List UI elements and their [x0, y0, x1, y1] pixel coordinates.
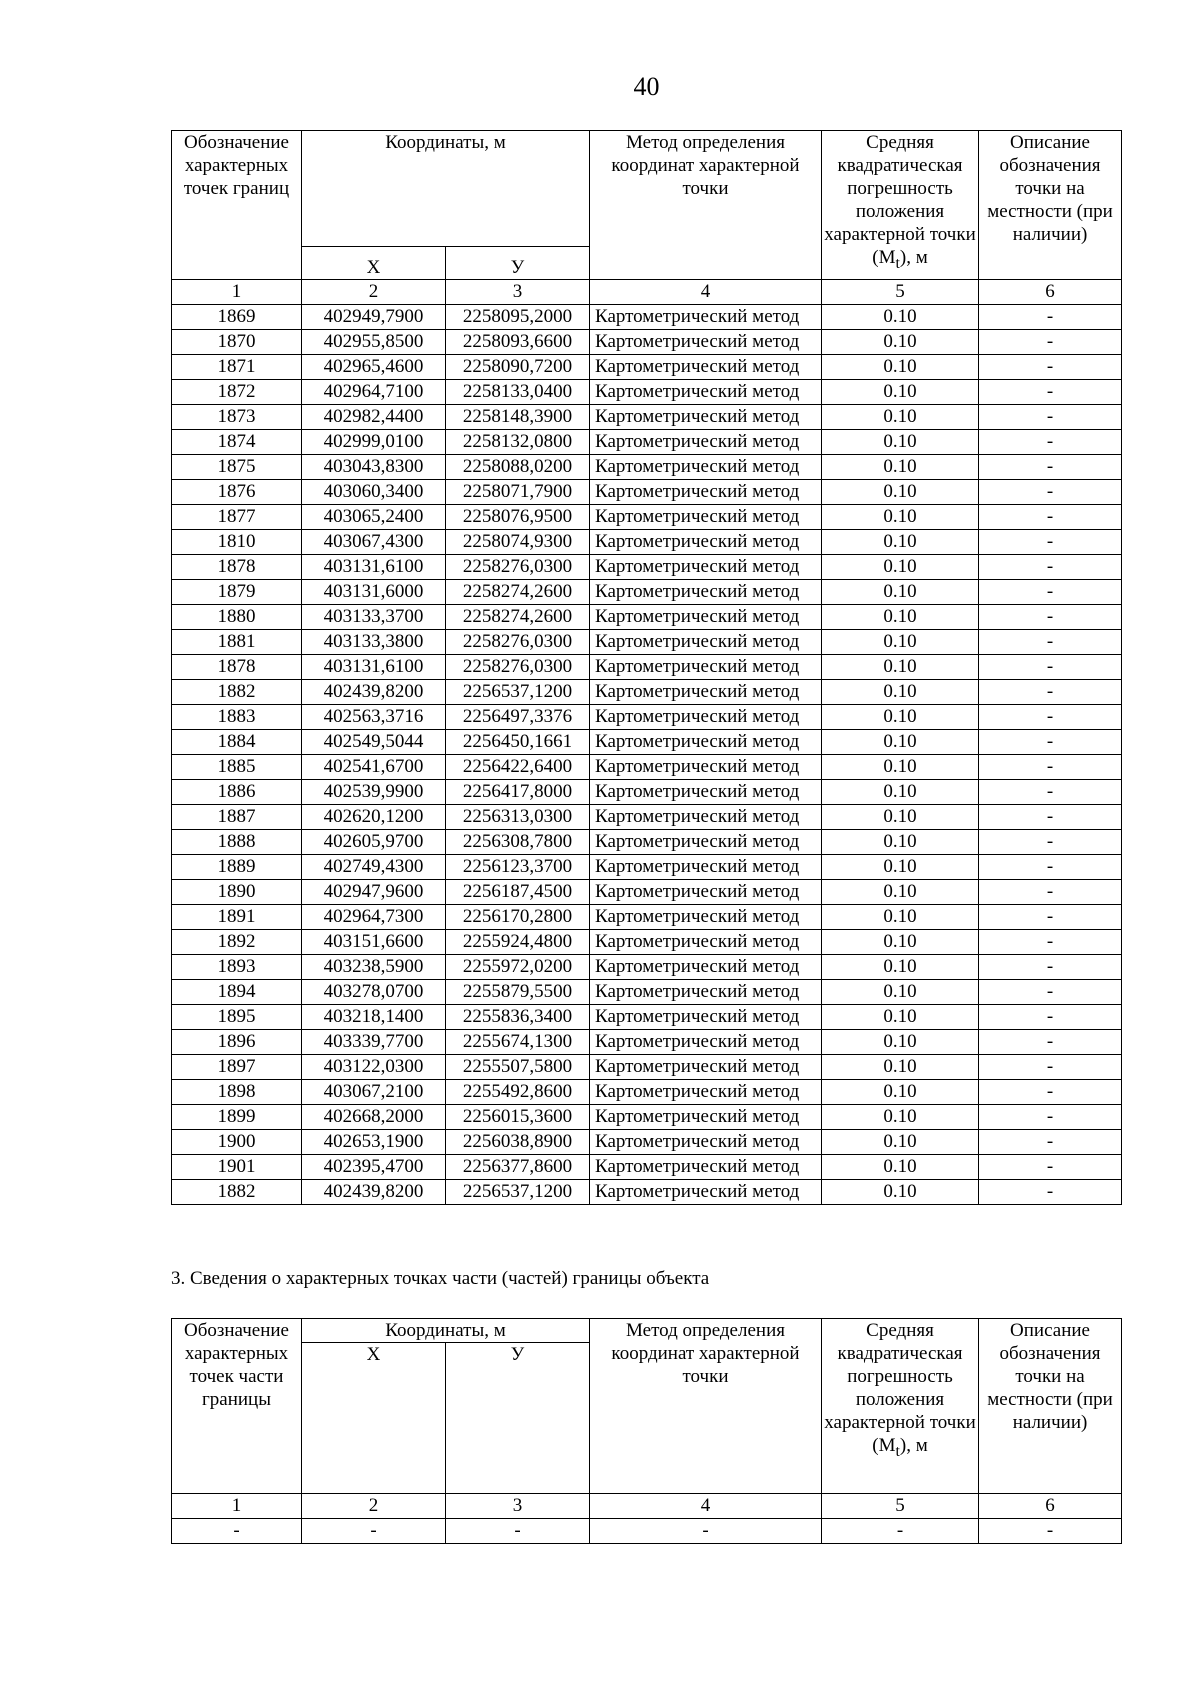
point-id-cell: 1884: [172, 730, 302, 755]
coord-x-cell: 402539,9900: [302, 780, 446, 805]
method-cell: Картометрический метод: [590, 880, 822, 905]
coord-x-cell: 402999,0100: [302, 430, 446, 455]
mean-error-cell: 0.10: [822, 1030, 979, 1055]
mean-error-cell: 0.10: [822, 530, 979, 555]
page-number: 40: [633, 72, 660, 101]
coord-y-cell: 2256377,8600: [446, 1155, 590, 1180]
mean-error-cell: 0.10: [822, 430, 979, 455]
point-id-cell: 1893: [172, 955, 302, 980]
coord-y-cell: 2255836,3400: [446, 1005, 590, 1030]
mean-error-cell: 0.10: [822, 1105, 979, 1130]
column-number: 5: [822, 280, 979, 305]
mean-error-cell: 0.10: [822, 405, 979, 430]
point-id-cell: 1882: [172, 680, 302, 705]
header-method: Метод определения координат характерной точки: [590, 1319, 822, 1494]
table-row: [172, 880, 1122, 905]
method-cell: Картометрический метод: [590, 1005, 822, 1030]
description-cell: -: [979, 1105, 1122, 1130]
coord-x-cell: 402439,8200: [302, 680, 446, 705]
mean-error-cell: 0.10: [822, 680, 979, 705]
method-cell: Картометрический метод: [590, 480, 822, 505]
mean-error-cell: 0.10: [822, 605, 979, 630]
description-cell: -: [979, 330, 1122, 355]
mean-error-cell: 0.10: [822, 1055, 979, 1080]
method-cell: Картометрический метод: [590, 405, 822, 430]
method-cell: Картометрический метод: [590, 530, 822, 555]
coord-x-cell: 402541,6700: [302, 755, 446, 780]
coord-y-cell: 2256123,3700: [446, 855, 590, 880]
method-cell: Картометрический метод: [590, 1080, 822, 1105]
table-row: [172, 605, 1122, 630]
header-method: Метод определения координат характерной точки: [590, 131, 822, 280]
coord-x-cell: 402653,1900: [302, 1130, 446, 1155]
column-number: 1: [172, 280, 302, 305]
coord-x-cell: 402668,2000: [302, 1105, 446, 1130]
coord-y-cell: 2258071,7900: [446, 480, 590, 505]
mean-error-cell: -: [822, 1519, 979, 1544]
method-cell: -: [590, 1519, 822, 1544]
coord-x-cell: 403067,4300: [302, 530, 446, 555]
table-row: [172, 330, 1122, 355]
description-cell: -: [979, 530, 1122, 555]
coord-y-cell: 2258276,0300: [446, 630, 590, 655]
description-cell: -: [979, 630, 1122, 655]
description-cell: -: [979, 1005, 1122, 1030]
column-number: 1: [172, 1494, 302, 1519]
header-description: Описание обозначения точки на местности (при наличии): [979, 1319, 1122, 1494]
point-id-cell: 1871: [172, 355, 302, 380]
column-number: 3: [446, 280, 590, 305]
coord-y-cell: 2256422,6400: [446, 755, 590, 780]
part-boundary-points-table: [171, 1318, 1122, 1544]
mean-error-cell: 0.10: [822, 1180, 979, 1205]
method-cell: Картометрический метод: [590, 1105, 822, 1130]
table-row: [172, 480, 1122, 505]
coord-x-cell: 402949,7900: [302, 305, 446, 330]
boundary-points-table: [171, 130, 1122, 1205]
mean-error-cell: 0.10: [822, 955, 979, 980]
description-cell: -: [979, 580, 1122, 605]
description-cell: -: [979, 380, 1122, 405]
header-mean-error: Средняя квадратическая погрешность положения характерной точки $(M_t)$, м: [822, 1319, 979, 1494]
method-cell: Картометрический метод: [590, 805, 822, 830]
column-numbers-row: [172, 280, 1122, 305]
mean-error-cell: 0.10: [822, 305, 979, 330]
coord-y-cell: 2258074,9300: [446, 530, 590, 555]
method-cell: Картометрический метод: [590, 755, 822, 780]
mean-error-cell: 0.10: [822, 880, 979, 905]
point-id-cell: 1897: [172, 1055, 302, 1080]
table-row: [172, 680, 1122, 705]
point-id-cell: 1885: [172, 755, 302, 780]
coord-x-cell: 403122,0300: [302, 1055, 446, 1080]
table-row: [172, 730, 1122, 755]
description-cell: -: [979, 1030, 1122, 1055]
column-number: 2: [302, 1494, 446, 1519]
description-cell: -: [979, 755, 1122, 780]
table-row: [172, 780, 1122, 805]
point-id-cell: 1896: [172, 1030, 302, 1055]
description-cell: -: [979, 655, 1122, 680]
table-row: [172, 380, 1122, 405]
description-cell: -: [979, 1155, 1122, 1180]
method-cell: Картометрический метод: [590, 1055, 822, 1080]
description-cell: -: [979, 905, 1122, 930]
coord-y-cell: 2256187,4500: [446, 880, 590, 905]
header-point-designation: Обозначение характерных точек границ: [172, 131, 302, 280]
coord-y-cell: 2258090,7200: [446, 355, 590, 380]
description-cell: -: [979, 855, 1122, 880]
table-row: [172, 630, 1122, 655]
header-coordinates: Координаты, м: [302, 1319, 590, 1343]
table-row: [172, 930, 1122, 955]
description-cell: -: [979, 555, 1122, 580]
coord-x-cell: 403131,6100: [302, 655, 446, 680]
coord-x-cell: 402964,7300: [302, 905, 446, 930]
column-number: 6: [979, 1494, 1122, 1519]
mean-error-cell: 0.10: [822, 380, 979, 405]
mean-error-cell: 0.10: [822, 1130, 979, 1155]
coord-x-cell: 403067,2100: [302, 1080, 446, 1105]
coord-x-cell: 403131,6000: [302, 580, 446, 605]
mean-error-cell: 0.10: [822, 330, 979, 355]
table-row: [172, 655, 1122, 680]
coord-x-cell: 403060,3400: [302, 480, 446, 505]
point-id-cell: 1895: [172, 1005, 302, 1030]
description-cell: -: [979, 405, 1122, 430]
point-id-cell: -: [172, 1519, 302, 1544]
header-mean-error: Средняя квадратическая погрешность положения характерной точки $(M_t)$, м: [822, 131, 979, 280]
table-row: [172, 455, 1122, 480]
description-cell: -: [979, 480, 1122, 505]
coord-y-cell: 2258276,0300: [446, 555, 590, 580]
method-cell: Картометрический метод: [590, 980, 822, 1005]
table-row: [172, 1519, 1122, 1544]
table-row: [172, 430, 1122, 455]
method-cell: Картометрический метод: [590, 780, 822, 805]
description-cell: -: [979, 805, 1122, 830]
point-id-cell: 1882: [172, 1180, 302, 1205]
column-numbers-row: [172, 1494, 1122, 1519]
coord-y-cell: 2258276,0300: [446, 655, 590, 680]
method-cell: Картометрический метод: [590, 630, 822, 655]
method-cell: Картометрический метод: [590, 1155, 822, 1180]
mean-error-cell: 0.10: [822, 630, 979, 655]
coord-y-cell: 2258274,2600: [446, 580, 590, 605]
coord-y-cell: 2256170,2800: [446, 905, 590, 930]
point-id-cell: 1890: [172, 880, 302, 905]
description-cell: -: [979, 1055, 1122, 1080]
coord-x-cell: 402563,3716: [302, 705, 446, 730]
method-cell: Картометрический метод: [590, 430, 822, 455]
method-cell: Картометрический метод: [590, 1180, 822, 1205]
mean-error-cell: 0.10: [822, 805, 979, 830]
description-cell: -: [979, 780, 1122, 805]
coord-x-cell: 403218,1400: [302, 1005, 446, 1030]
method-cell: Картометрический метод: [590, 680, 822, 705]
point-id-cell: 1894: [172, 980, 302, 1005]
point-id-cell: 1880: [172, 605, 302, 630]
coord-y-cell: 2255674,1300: [446, 1030, 590, 1055]
mean-error-cell: 0.10: [822, 930, 979, 955]
table-row: [172, 405, 1122, 430]
method-cell: Картометрический метод: [590, 930, 822, 955]
point-id-cell: 1889: [172, 855, 302, 880]
table-row: [172, 355, 1122, 380]
description-cell: -: [979, 355, 1122, 380]
method-cell: Картометрический метод: [590, 305, 822, 330]
coord-x-cell: 402982,4400: [302, 405, 446, 430]
coord-y-cell: 2256497,3376: [446, 705, 590, 730]
description-cell: -: [979, 705, 1122, 730]
point-id-cell: 1891: [172, 905, 302, 930]
description-cell: -: [979, 1180, 1122, 1205]
method-cell: Картометрический метод: [590, 580, 822, 605]
coord-x-cell: 402395,4700: [302, 1155, 446, 1180]
mean-error-cell: 0.10: [822, 755, 979, 780]
point-id-cell: 1877: [172, 505, 302, 530]
mean-error-cell: 0.10: [822, 1155, 979, 1180]
coord-y-cell: 2255972,0200: [446, 955, 590, 980]
coord-y-cell: 2255507,5800: [446, 1055, 590, 1080]
description-cell: -: [979, 830, 1122, 855]
mean-error-cell: 0.10: [822, 555, 979, 580]
coord-x-cell: 403238,5900: [302, 955, 446, 980]
mean-error-cell: 0.10: [822, 655, 979, 680]
column-number: 6: [979, 280, 1122, 305]
point-id-cell: 1881: [172, 630, 302, 655]
point-id-cell: 1875: [172, 455, 302, 480]
description-cell: -: [979, 1080, 1122, 1105]
method-cell: Картометрический метод: [590, 855, 822, 880]
coord-x-cell: 402955,8500: [302, 330, 446, 355]
coord-x-cell: 403151,6600: [302, 930, 446, 955]
table-row: [172, 755, 1122, 780]
table-row: [172, 855, 1122, 880]
table-row: [172, 505, 1122, 530]
method-cell: Картометрический метод: [590, 905, 822, 930]
coord-y-cell: 2258274,2600: [446, 605, 590, 630]
point-id-cell: 1900: [172, 1130, 302, 1155]
description-cell: -: [979, 1130, 1122, 1155]
mean-error-cell: 0.10: [822, 480, 979, 505]
table-row: [172, 1105, 1122, 1130]
coord-y-cell: 2256537,1200: [446, 680, 590, 705]
table-row: [172, 305, 1122, 330]
coord-y-cell: 2258095,2000: [446, 305, 590, 330]
mean-error-cell: 0.10: [822, 855, 979, 880]
table-row: [172, 580, 1122, 605]
coord-x-cell: -: [302, 1519, 446, 1544]
coord-y-cell: 2255924,4800: [446, 930, 590, 955]
header-y: У: [446, 1343, 590, 1494]
coord-y-cell: 2258148,3900: [446, 405, 590, 430]
point-id-cell: 1878: [172, 655, 302, 680]
point-id-cell: 1892: [172, 930, 302, 955]
point-id-cell: 1899: [172, 1105, 302, 1130]
mean-error-cell: 0.10: [822, 455, 979, 480]
point-id-cell: 1886: [172, 780, 302, 805]
point-id-cell: 1873: [172, 405, 302, 430]
header-y: У: [446, 247, 590, 280]
description-cell: -: [979, 880, 1122, 905]
method-cell: Картометрический метод: [590, 655, 822, 680]
point-id-cell: 1876: [172, 480, 302, 505]
description-cell: -: [979, 305, 1122, 330]
description-cell: -: [979, 730, 1122, 755]
method-cell: Картометрический метод: [590, 330, 822, 355]
coord-x-cell: 402947,9600: [302, 880, 446, 905]
method-cell: Картометрический метод: [590, 505, 822, 530]
point-id-cell: 1883: [172, 705, 302, 730]
coord-y-cell: 2255492,8600: [446, 1080, 590, 1105]
description-cell: -: [979, 980, 1122, 1005]
column-number: 4: [590, 1494, 822, 1519]
coord-x-cell: 402549,5044: [302, 730, 446, 755]
method-cell: Картометрический метод: [590, 830, 822, 855]
coord-x-cell: 402964,7100: [302, 380, 446, 405]
mean-error-cell: 0.10: [822, 905, 979, 930]
method-cell: Картометрический метод: [590, 455, 822, 480]
table-row: [172, 805, 1122, 830]
mean-error-cell: 0.10: [822, 780, 979, 805]
method-cell: Картометрический метод: [590, 730, 822, 755]
method-cell: Картометрический метод: [590, 1130, 822, 1155]
mean-error-cell: 0.10: [822, 830, 979, 855]
description-cell: -: [979, 680, 1122, 705]
coord-x-cell: 403043,8300: [302, 455, 446, 480]
method-cell: Картометрический метод: [590, 705, 822, 730]
point-id-cell: 1870: [172, 330, 302, 355]
table-row: [172, 1180, 1122, 1205]
mean-error-cell: 0.10: [822, 730, 979, 755]
mean-error-cell: 0.10: [822, 1080, 979, 1105]
coord-y-cell: 2256537,1200: [446, 1180, 590, 1205]
coord-y-cell: -: [446, 1519, 590, 1544]
description-cell: -: [979, 605, 1122, 630]
header-x: Х: [302, 247, 446, 280]
method-cell: Картометрический метод: [590, 555, 822, 580]
coord-y-cell: 2256038,8900: [446, 1130, 590, 1155]
point-id-cell: 1869: [172, 305, 302, 330]
point-id-cell: 1878: [172, 555, 302, 580]
mean-error-cell: 0.10: [822, 355, 979, 380]
coord-x-cell: 402749,4300: [302, 855, 446, 880]
point-id-cell: 1901: [172, 1155, 302, 1180]
description-cell: -: [979, 430, 1122, 455]
method-cell: Картометрический метод: [590, 380, 822, 405]
mean-error-cell: 0.10: [822, 505, 979, 530]
coord-y-cell: 2258133,0400: [446, 380, 590, 405]
coord-x-cell: 403131,6100: [302, 555, 446, 580]
method-cell: Картометрический метод: [590, 605, 822, 630]
table-row: [172, 705, 1122, 730]
coord-y-cell: 2258132,0800: [446, 430, 590, 455]
table-row: [172, 1055, 1122, 1080]
table-row: [172, 1005, 1122, 1030]
column-number: 5: [822, 1494, 979, 1519]
point-id-cell: 1810: [172, 530, 302, 555]
coord-y-cell: 2255879,5500: [446, 980, 590, 1005]
coord-x-cell: 403133,3800: [302, 630, 446, 655]
coord-x-cell: 403133,3700: [302, 605, 446, 630]
section-3-title: 3. Сведения о характерных точках части (частей) границы объекта: [171, 1268, 710, 1289]
table-row: [172, 905, 1122, 930]
header-point-designation: Обозначение характерных точек части границы: [172, 1319, 302, 1494]
column-number: 3: [446, 1494, 590, 1519]
coord-x-cell: 403065,2400: [302, 505, 446, 530]
coord-y-cell: 2256308,7800: [446, 830, 590, 855]
coord-y-cell: 2258088,0200: [446, 455, 590, 480]
description-cell: -: [979, 505, 1122, 530]
coord-x-cell: 402965,4600: [302, 355, 446, 380]
coord-y-cell: 2258093,6600: [446, 330, 590, 355]
point-id-cell: 1898: [172, 1080, 302, 1105]
column-number: 2: [302, 280, 446, 305]
header-x: Х: [302, 1343, 446, 1494]
mean-error-cell: 0.10: [822, 1005, 979, 1030]
coord-x-cell: 402439,8200: [302, 1180, 446, 1205]
method-cell: Картометрический метод: [590, 1030, 822, 1055]
method-cell: Картометрический метод: [590, 955, 822, 980]
table-row: [172, 955, 1122, 980]
table-row: [172, 530, 1122, 555]
mean-error-cell: 0.10: [822, 980, 979, 1005]
description-cell: -: [979, 955, 1122, 980]
header-coordinates: Координаты, м: [302, 131, 590, 247]
point-id-cell: 1887: [172, 805, 302, 830]
table-row: [172, 1130, 1122, 1155]
column-number: 4: [590, 280, 822, 305]
header-description: Описание обозначения точки на местности (при наличии): [979, 131, 1122, 280]
point-id-cell: 1874: [172, 430, 302, 455]
point-id-cell: 1879: [172, 580, 302, 605]
mean-error-cell: 0.10: [822, 705, 979, 730]
table-row: [172, 1080, 1122, 1105]
point-id-cell: 1872: [172, 380, 302, 405]
method-cell: Картометрический метод: [590, 355, 822, 380]
table-row: [172, 555, 1122, 580]
table-row: [172, 1030, 1122, 1055]
table-row: [172, 830, 1122, 855]
table-row: [172, 980, 1122, 1005]
mean-error-cell: 0.10: [822, 580, 979, 605]
coord-y-cell: 2258076,9500: [446, 505, 590, 530]
coord-x-cell: 403339,7700: [302, 1030, 446, 1055]
coord-x-cell: 402605,9700: [302, 830, 446, 855]
coord-y-cell: 2256313,0300: [446, 805, 590, 830]
coord-y-cell: 2256450,1661: [446, 730, 590, 755]
description-cell: -: [979, 1519, 1122, 1544]
description-cell: -: [979, 930, 1122, 955]
coord-y-cell: 2256417,8000: [446, 780, 590, 805]
coord-x-cell: 403278,0700: [302, 980, 446, 1005]
description-cell: -: [979, 455, 1122, 480]
coord-x-cell: 402620,1200: [302, 805, 446, 830]
coord-y-cell: 2256015,3600: [446, 1105, 590, 1130]
table-row: [172, 1155, 1122, 1180]
point-id-cell: 1888: [172, 830, 302, 855]
